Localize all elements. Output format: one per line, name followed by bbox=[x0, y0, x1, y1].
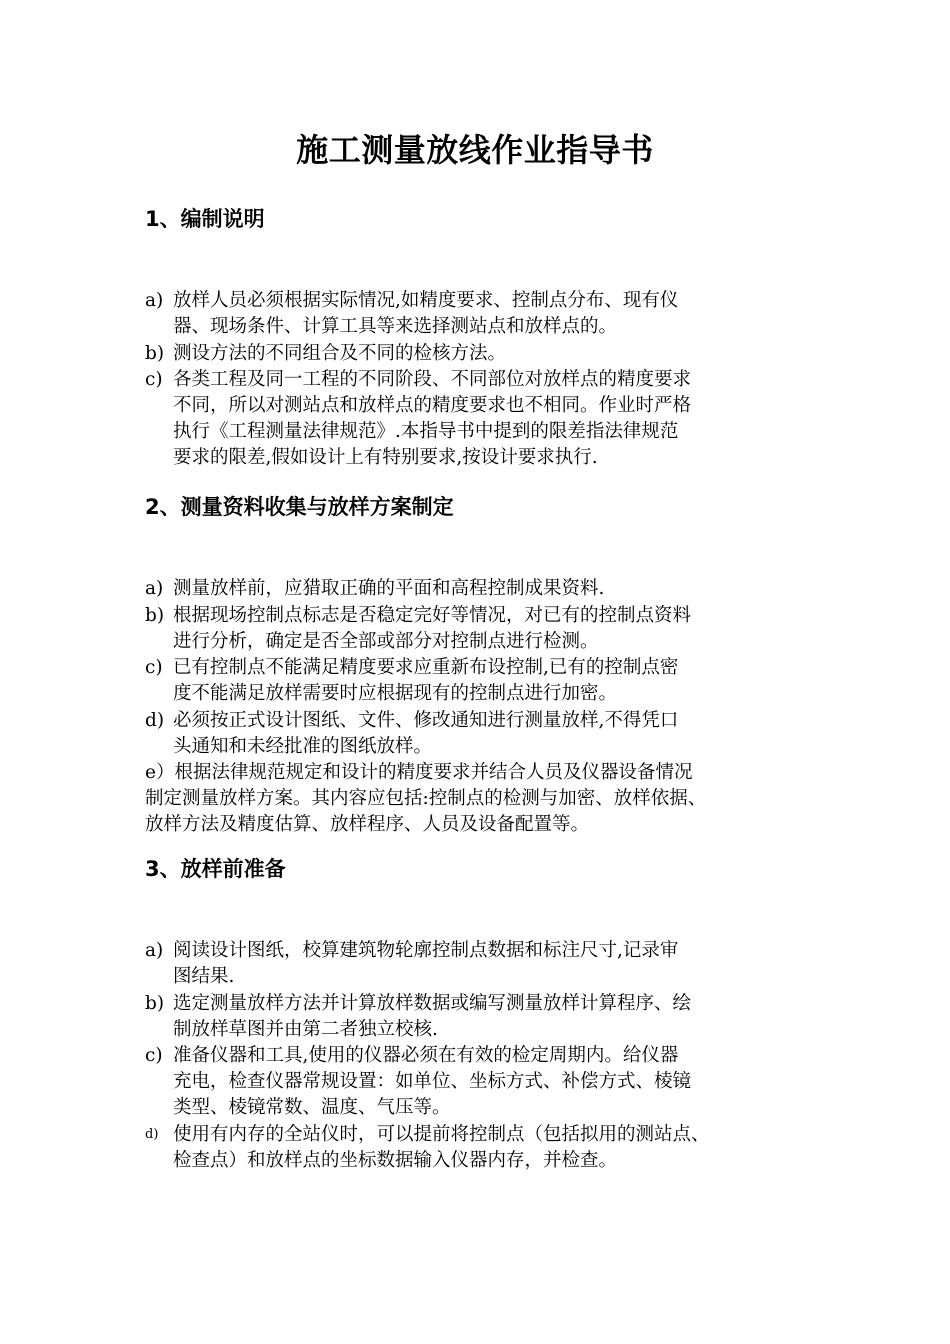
item-marker: b) bbox=[145, 604, 165, 626]
item-marker: d) bbox=[145, 1126, 159, 1142]
item-marker: b) bbox=[145, 342, 165, 364]
section-heading: 1、编制说明 bbox=[145, 207, 265, 231]
item-text: 测量放样前，应猎取正确的平面和高程控制成果资料. bbox=[173, 578, 605, 599]
list-item bbox=[145, 576, 825, 602]
item-text: 放样人员必须根据实际情况,如精度要求、控制点分布、现有仪 器、现场条件、计算工具等来选择测站点和放样点的。 bbox=[173, 290, 679, 337]
list-item bbox=[145, 1122, 825, 1174]
item-marker: c) bbox=[145, 657, 163, 678]
item-text: 准备仪器和工具,使用的仪器必须在有效的检定周期内。给仪器 充电，检查仪器常规设置：如单位、坐标方式、补偿方式、棱镜 类型、棱镜常数、温度、气压等。 bbox=[173, 1045, 692, 1118]
list-item bbox=[145, 991, 825, 1043]
item-text: 各类工程及同一工程的不同阶段、不同部位对放样点的精度要求 不同，所以对测站点和放样点的精度要求也不相同。作业时严格 执行《工程测量法律规范》.本指导书中提到的限差指法律规范 要求的限差,假如设计上有特别要求,按设计要求执行. bbox=[173, 369, 692, 468]
document-title: 施工测量放线作业指导书 bbox=[296, 131, 654, 169]
item-marker: a) bbox=[145, 290, 164, 311]
list-item bbox=[145, 341, 825, 367]
item-marker: d) bbox=[145, 709, 165, 731]
item-text: 已有控制点不能满足精度要求应重新布设控制,已有的控制点密 度不能满足放样需要时应根据现有的控制点进行加密。 bbox=[173, 657, 679, 704]
list-item bbox=[145, 938, 825, 990]
item-list bbox=[145, 576, 825, 760]
list-item bbox=[145, 367, 825, 471]
section-heading: 2、测量资料收集与放样方案制定 bbox=[145, 495, 454, 519]
section-preparation bbox=[145, 854, 825, 1174]
item-text: 阅读设计图纸，校算建筑物轮廓控制点数据和标注尺寸,记录审 图结果. bbox=[173, 940, 679, 987]
item-text: 测设方法的不同组合及不同的检核方法。 bbox=[173, 342, 507, 364]
section-heading: 3、放样前准备 bbox=[145, 857, 286, 881]
list-item bbox=[145, 288, 825, 340]
item-list bbox=[145, 288, 825, 471]
paragraph-e: e）根据法律规范规定和设计的精度要求并结合人员及仪器设备情况 制定测量放样方案。其内容应包括:控制点的检测与加密、放样依据、 放样方法及精度估算、放样程序、人员及设备配置等。 bbox=[145, 762, 707, 835]
item-marker: a) bbox=[145, 940, 164, 961]
item-text: 选定测量放样方法并计算放样数据或编写测量放样计算程序、绘 制放样草图并由第二者独立校核. bbox=[173, 992, 692, 1040]
item-list bbox=[145, 938, 825, 1174]
list-item bbox=[145, 1043, 825, 1121]
list-item bbox=[145, 603, 825, 655]
item-text: 必须按正式设计图纸、文件、修改通知进行测量放样,不得凭口 头通知和未经批准的图纸放样。 bbox=[173, 709, 679, 757]
item-marker: c) bbox=[145, 1045, 163, 1066]
item-marker: c) bbox=[145, 369, 163, 390]
section-data-collection bbox=[145, 492, 825, 838]
item-marker: b) bbox=[145, 992, 165, 1014]
item-text: 根据现场控制点标志是否稳定完好等情况，对已有的控制点资料 进行分析，确定是否全部或部分对控制点进行检测。 bbox=[173, 604, 692, 652]
list-item bbox=[145, 708, 825, 760]
item-text: 使用有内存的全站仪时，可以提前将控制点（包括拟用的测站点、 检查点）和放样点的坐标数据输入仪器内存，并检查。 bbox=[173, 1123, 710, 1171]
list-item bbox=[145, 655, 825, 707]
section-compilation-notes bbox=[145, 204, 825, 472]
item-marker: a) bbox=[145, 578, 164, 599]
